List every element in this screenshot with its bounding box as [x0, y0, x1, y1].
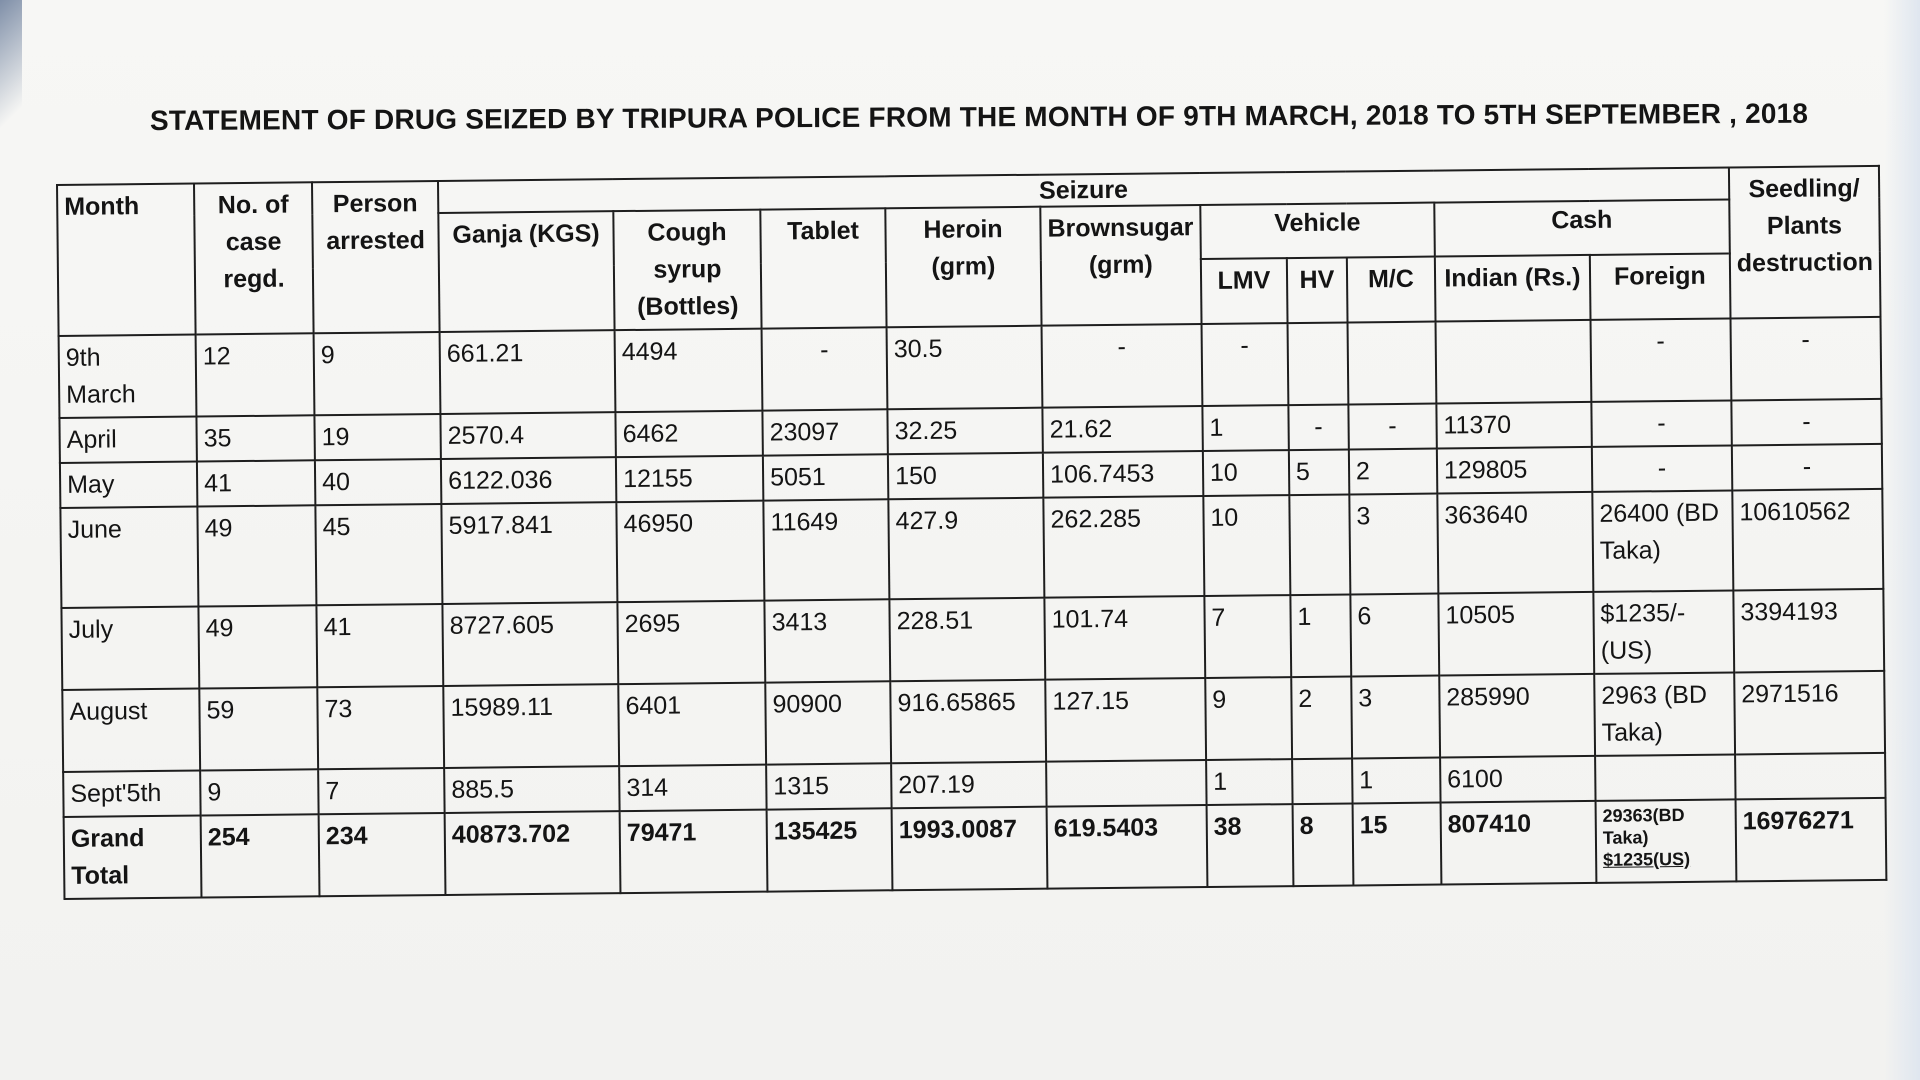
cell-heroin: 32.25: [887, 408, 1042, 455]
cell-hv: [1289, 494, 1350, 595]
cell-month: Sept'5th: [63, 771, 200, 817]
cell-cough-syrup: 314: [619, 765, 766, 812]
cell-cough-syrup: 6401: [618, 683, 766, 767]
cell-arrested: 234: [319, 813, 446, 896]
header-mc: M/C: [1347, 257, 1436, 322]
cell-cough-syrup: 4494: [615, 329, 763, 413]
cell-heroin: 30.5: [887, 326, 1043, 410]
cell-month: May: [60, 462, 197, 508]
header-ganja: Ganja (KGS): [438, 211, 614, 332]
cell-ganja: 5917.841: [441, 502, 617, 604]
cell-indian: 363640: [1437, 492, 1593, 594]
header-vehicle: Vehicle: [1200, 203, 1435, 260]
cell-cases: 41: [197, 460, 315, 506]
cell-ganja: 40873.702: [445, 811, 621, 895]
cell-lmv: 7: [1204, 595, 1291, 678]
cell-lmv: 1: [1202, 405, 1288, 451]
cell-hv: 5: [1289, 449, 1349, 495]
cell-arrested: 7: [318, 768, 444, 814]
cell-foreign: $1235/- (US): [1593, 590, 1734, 673]
cell-mc: 3: [1351, 676, 1440, 759]
header-seizure: Seizure: [438, 167, 1729, 213]
cell-tablet: 3413: [764, 599, 890, 682]
cell-brownsugar: 619.5403: [1047, 805, 1208, 889]
header-seedling: Seedling/ Plants destruction: [1729, 166, 1881, 319]
cell-month: July: [61, 607, 199, 690]
table-row-june: [60, 489, 1883, 608]
header-cough-syrup: Cough syrup (Bottles): [613, 210, 761, 331]
cell-tablet: 1315: [766, 763, 891, 809]
cell-tablet: 23097: [762, 409, 887, 455]
document-title: STATEMENT OF DRUG SEIZED BY TRIPURA POLICE FROM THE MONTH OF 9TH MARCH, 2018 TO 5TH SEPTEMBER , 2018: [149, 97, 1809, 136]
header-month: Month: [57, 184, 196, 336]
cell-mc: 1: [1352, 758, 1440, 804]
cell-month: June: [60, 507, 198, 608]
cell-hv: 8: [1292, 803, 1353, 886]
cell-lmv: 9: [1205, 677, 1292, 760]
cell-lmv: 10: [1203, 450, 1289, 496]
page-shadow-left: [0, 0, 22, 140]
cell-heroin: 1993.0087: [892, 807, 1048, 891]
cell-heroin: 916.65865: [890, 680, 1046, 764]
cell-mc: [1347, 322, 1436, 405]
seizure-table: [56, 165, 1887, 900]
cell-month: Grand Total: [64, 816, 202, 899]
cell-brownsugar: -: [1042, 324, 1203, 408]
header-foreign: Foreign: [1590, 254, 1731, 320]
cell-ganja: 885.5: [444, 766, 619, 813]
cell-hv: -: [1288, 404, 1348, 450]
cell-tablet: 135425: [767, 808, 893, 891]
cell-seedling: -: [1732, 444, 1883, 491]
header-brownsugar: Brownsugar (grm): [1040, 205, 1201, 326]
header-indian: Indian (Rs.): [1435, 255, 1591, 321]
cell-arrested: 19: [314, 414, 440, 460]
cell-arrested: 41: [316, 604, 443, 687]
cell-hv: [1287, 322, 1348, 405]
cell-cough-syrup: 6462: [615, 411, 762, 458]
cell-hv: 2: [1291, 676, 1352, 759]
cell-hv: 1: [1290, 594, 1351, 677]
cell-tablet: 90900: [765, 681, 891, 764]
header-cash: Cash: [1434, 199, 1730, 257]
cell-seedling: -: [1731, 399, 1882, 446]
cell-cases: 49: [197, 505, 316, 606]
cell-indian: 10505: [1438, 592, 1594, 676]
header-tablet: Tablet: [760, 208, 886, 328]
cell-cases: 254: [201, 814, 320, 897]
cell-indian: 285990: [1439, 674, 1595, 758]
cell-tablet: 5051: [763, 454, 888, 500]
cell-hv: [1292, 758, 1352, 804]
cell-indian: 6100: [1440, 756, 1595, 803]
cell-mc: 6: [1350, 594, 1439, 677]
cell-cough-syrup: 12155: [616, 456, 763, 503]
cell-month: April: [59, 417, 196, 463]
cell-brownsugar: 101.74: [1044, 596, 1205, 680]
cell-tablet: -: [762, 327, 888, 410]
cell-ganja: 6122.036: [441, 457, 616, 504]
cell-lmv: 1: [1206, 759, 1292, 805]
cell-brownsugar: 21.62: [1042, 406, 1202, 453]
cell-arrested: 9: [314, 332, 441, 415]
cell-ganja: 8727.605: [442, 602, 618, 686]
cell-indian: [1435, 320, 1591, 404]
cell-cases: 12: [196, 333, 315, 416]
cell-lmv: -: [1201, 323, 1288, 406]
cell-foreign: -: [1592, 445, 1732, 491]
cell-heroin: 427.9: [888, 498, 1044, 600]
cell-foreign: 2963 (BD Taka): [1594, 672, 1735, 755]
cell-arrested: 45: [315, 504, 442, 605]
cell-cases: 9: [200, 769, 318, 815]
cell-indian: 11370: [1436, 402, 1591, 449]
cell-brownsugar: [1046, 760, 1206, 807]
cell-month: 9th March: [59, 335, 197, 418]
cell-seedling: 2971516: [1734, 671, 1885, 755]
cell-brownsugar: 127.15: [1045, 678, 1206, 762]
cell-brownsugar: 262.285: [1043, 496, 1204, 598]
cell-cough-syrup: 2695: [617, 601, 765, 685]
cell-month: August: [62, 689, 200, 772]
header-arrested: Person arrested: [312, 181, 440, 333]
cell-cases: 59: [199, 687, 318, 770]
cell-foreign: -: [1591, 400, 1731, 446]
cell-cases: 49: [198, 605, 317, 688]
cell-cough-syrup: 46950: [616, 501, 764, 603]
cell-foreign: -: [1590, 318, 1731, 401]
cell-ganja: 15989.11: [443, 684, 619, 768]
cell-mc: -: [1348, 404, 1436, 450]
cell-seedling: 16976271: [1735, 798, 1886, 882]
cell-arrested: 73: [317, 686, 444, 769]
cell-foreign: [1595, 754, 1735, 800]
cell-mc: 3: [1349, 494, 1438, 595]
seizure-table-wrapper: [56, 165, 1887, 900]
cell-tablet: 11649: [763, 499, 889, 600]
cell-mc: 15: [1352, 803, 1441, 886]
cell-arrested: 40: [315, 459, 441, 505]
header-heroin: Heroin (grm): [885, 207, 1041, 328]
cell-indian: 129805: [1437, 447, 1592, 494]
cell-seedling: -: [1730, 317, 1881, 401]
cell-lmv: 38: [1206, 804, 1293, 887]
header-cases: No. of case regd.: [194, 182, 314, 334]
cell-heroin: 150: [888, 453, 1043, 500]
cell-seedling: 3394193: [1733, 589, 1884, 673]
cell-mc: 2: [1349, 449, 1437, 495]
cell-heroin: 228.51: [889, 598, 1045, 682]
cell-cough-syrup: 79471: [620, 810, 768, 894]
page-shadow-right: [1884, 0, 1920, 1080]
cell-seedling: [1735, 753, 1886, 800]
cell-foreign: 26400 (BD Taka): [1592, 490, 1733, 591]
cell-brownsugar: 106.7453: [1043, 451, 1203, 498]
cell-lmv: 10: [1203, 495, 1290, 596]
cell-foreign: 29363(BD Taka) $1235(US): [1595, 799, 1736, 882]
cell-indian: 807410: [1440, 801, 1596, 885]
cell-ganja: 661.21: [440, 330, 616, 414]
cell-cases: 35: [196, 415, 314, 461]
cell-seedling: 10610562: [1732, 489, 1883, 591]
header-lmv: LMV: [1201, 259, 1288, 324]
cell-ganja: 2570.4: [440, 412, 615, 459]
cell-heroin: 207.19: [891, 762, 1046, 809]
header-hv: HV: [1287, 258, 1348, 323]
